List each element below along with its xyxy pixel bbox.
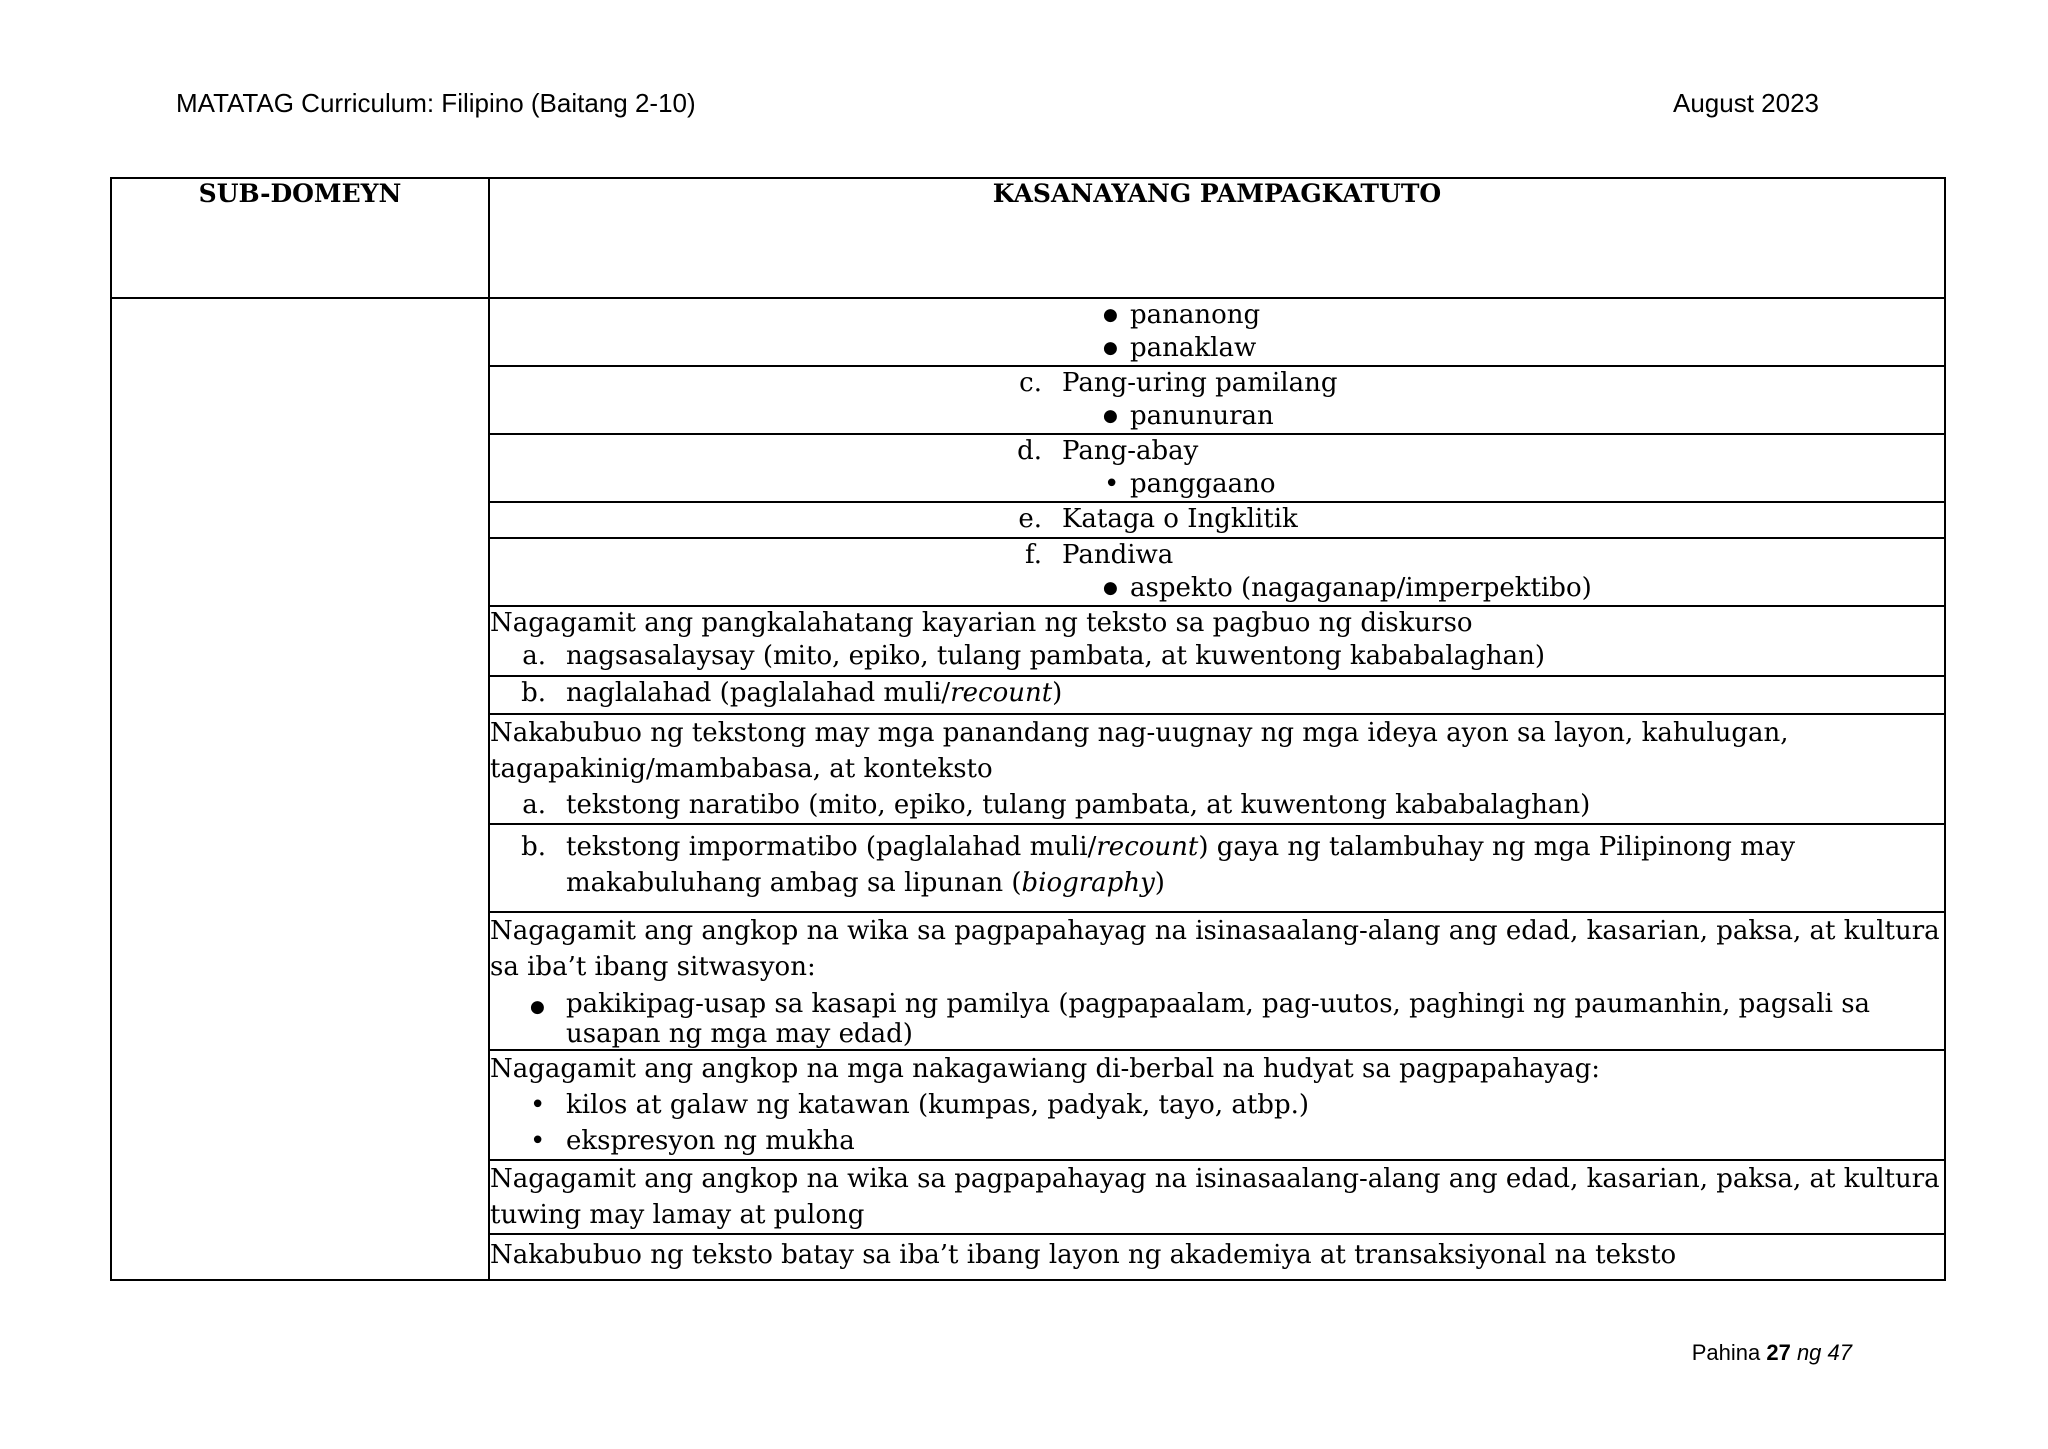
sub-domeyn-cell: [111, 298, 489, 1280]
list-marker: d.: [1017, 436, 1042, 466]
curriculum-table: [110, 177, 1946, 1281]
list-item: Kataga o Ingklitik: [1062, 504, 1298, 534]
list-marker: a.: [522, 790, 546, 820]
document-title: MATATAG Curriculum: Filipino (Baitang 2-10): [176, 88, 696, 118]
list-item: ● aspekto (nagaganap/imperpektibo): [490, 572, 1944, 605]
table-header-row: [111, 178, 1945, 298]
list-item: kilos at galaw ng katawan (kumpas, padyak, tayo, atbp.): [566, 1090, 1310, 1120]
competency-text: Nagagamit ang angkop na wika sa pagpapahayag na isinasaalang-alang ang edad, kasarian, paksa, at kultura tuwing may lamay at pulong: [490, 1164, 1940, 1230]
competency-text: Nagagamit ang angkop na wika sa pagpapahayag na isinasaalang-alang ang edad, kasarian, paksa, at kultura sa iba’t ibang sitwasyon:: [490, 916, 1940, 982]
kasanayan-cell: [489, 538, 1945, 606]
list-item: pakikipag-usap sa kasapi ng pamilya (pagpapaalam, pag-uutos, paghingi ng paumanhin, pagsali sa usapan ng mga may edad): [566, 989, 1871, 1049]
table-row: [111, 298, 1945, 366]
competency-text: Nagagamit ang angkop na mga nakagawiang di-berbal na hudyat sa pagpapahayag:: [490, 1054, 1601, 1084]
list-item: ● panaklaw: [490, 332, 1944, 365]
competency-text: Nakabubuo ng tekstong may mga panandang nag-uugnay ng mga ideya ayon sa layon, kahulugan, tagapakinig/mambabasa, at konteksto: [490, 718, 1789, 784]
bullet-icon: [530, 1123, 566, 1159]
list-marker: a.: [522, 641, 546, 671]
page-number: Pahina 27 ng 47: [1691, 1340, 1852, 1365]
kasanayan-cell: [489, 1234, 1945, 1280]
list-item: • panggaano: [490, 468, 1944, 501]
list-marker: b.: [521, 832, 546, 862]
list-item: Pang-abay: [1062, 436, 1199, 466]
list-marker: c.: [1019, 368, 1042, 398]
kasanayan-cell: [489, 912, 1945, 1050]
kasanayan-cell: [489, 676, 1945, 714]
list-marker: e.: [1018, 504, 1042, 534]
bullet-icon: [530, 989, 566, 1049]
kasanayan-cell: [489, 824, 1945, 912]
list-item: Pandiwa: [1062, 540, 1174, 570]
kasanayan-cell: [489, 606, 1945, 676]
list-item: Pang-uring pamilang: [1062, 368, 1338, 398]
list-item: naglalahad (paglalahad muli/recount): [566, 678, 1063, 708]
list-item: ● pananong: [490, 299, 1944, 332]
competency-text: Nagagamit ang pangkalahatang kayarian ng teksto sa pagbuo ng diskurso: [490, 608, 1473, 638]
document-date: August 2023: [1672, 88, 1819, 118]
kasanayan-cell: [489, 298, 1945, 366]
col-header-sub-domeyn: SUB-DOMEYN: [111, 178, 489, 298]
kasanayan-cell: [489, 366, 1945, 434]
kasanayan-cell: [489, 714, 1945, 824]
bullet-icon: [530, 1087, 566, 1123]
list-item: nagsasalaysay (mito, epiko, tulang pambata, at kuwentong kababalaghan): [566, 641, 1545, 671]
kasanayan-cell: [489, 1050, 1945, 1160]
kasanayan-cell: [489, 434, 1945, 502]
list-item: tekstong naratibo (mito, epiko, tulang pambata, at kuwentong kababalaghan): [566, 790, 1591, 820]
kasanayan-cell: [489, 1160, 1945, 1234]
list-marker: f.: [1025, 540, 1042, 570]
list-marker: b.: [521, 678, 546, 708]
list-item: ● panunuran: [490, 400, 1944, 433]
list-item: ekspresyon ng mukha: [566, 1126, 855, 1156]
list-item: tekstong impormatibo (paglalahad muli/recount) gaya ng talambuhay ng mga Pilipinong may makabuluhang ambag sa lipunan (biography): [566, 832, 1796, 898]
col-header-kasanayan: KASANAYANG PAMPAGKATUTO: [489, 178, 1945, 298]
competency-text: Nakabubuo ng teksto batay sa iba’t ibang layon ng akademiya at transaksiyonal na teksto: [490, 1240, 1677, 1270]
kasanayan-cell: [489, 502, 1945, 538]
